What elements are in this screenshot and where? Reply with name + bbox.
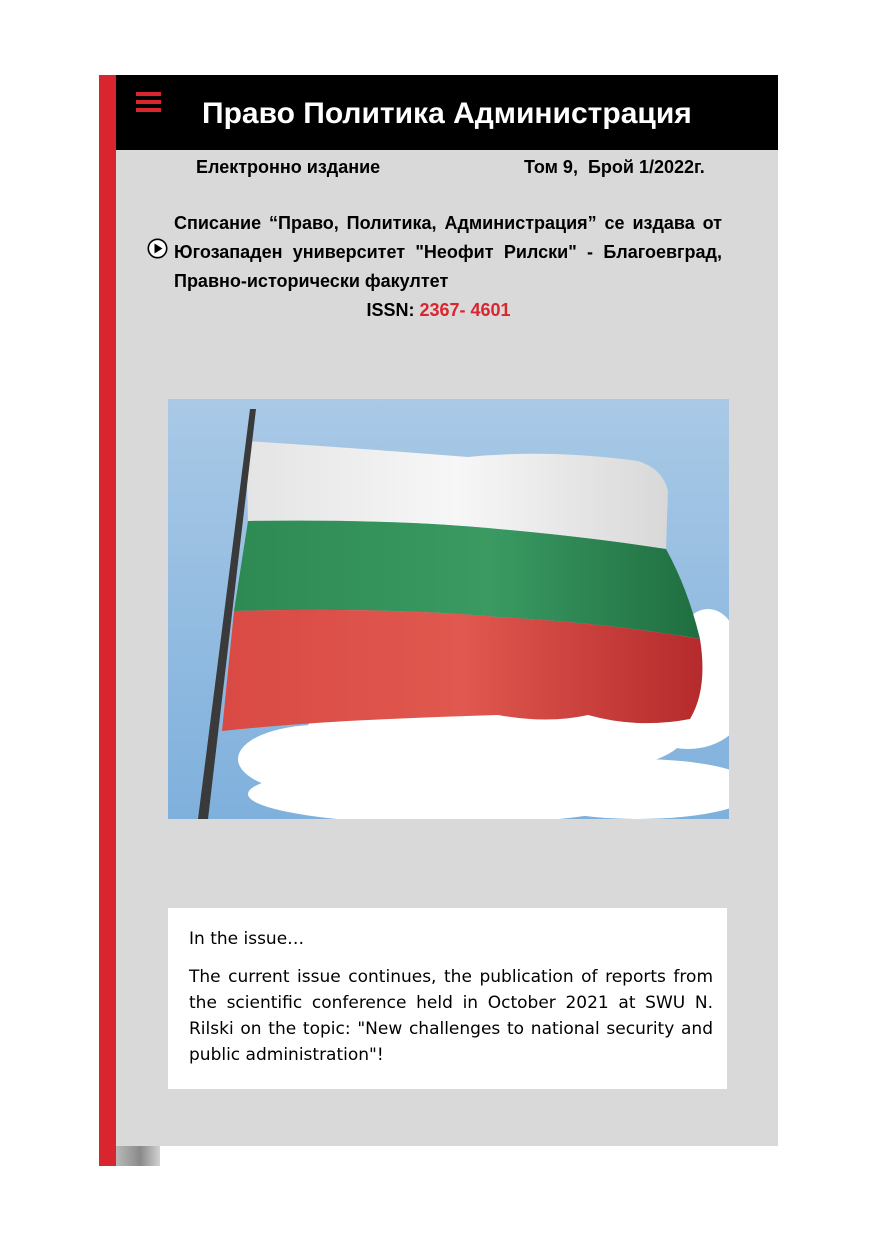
hamburger-menu-icon[interactable] (136, 92, 161, 112)
bulgarian-flag-photo (168, 399, 729, 819)
play-circle-icon (147, 238, 168, 259)
edition-label: Електронно издание (196, 157, 381, 177)
volume-issue-label: Том 9, Брой 1/2022г. (524, 157, 705, 177)
issn-number: 2367- 4601 (419, 300, 511, 320)
issue-heading: In the issue… (189, 929, 305, 949)
left-red-bar (99, 75, 116, 1166)
journal-title: Право Политика Администрация (202, 97, 692, 130)
journal-description: Списание “Право, Политика, Администрация” се издава от Югозападен университет "Неофит Рилски" - Благоевград, Правно-исторически факултет (174, 213, 722, 291)
issue-summary-box (168, 908, 727, 1089)
issn-label: ISSN: (366, 300, 415, 320)
issue-text: The current issue continues, the publication of reports from the scientific conference held in October 2021 at SWU N. Rilski on the topic: "New challenges to national security and public administration"! (189, 967, 713, 1065)
journal-header (116, 75, 778, 150)
issn-line (0, 300, 877, 321)
